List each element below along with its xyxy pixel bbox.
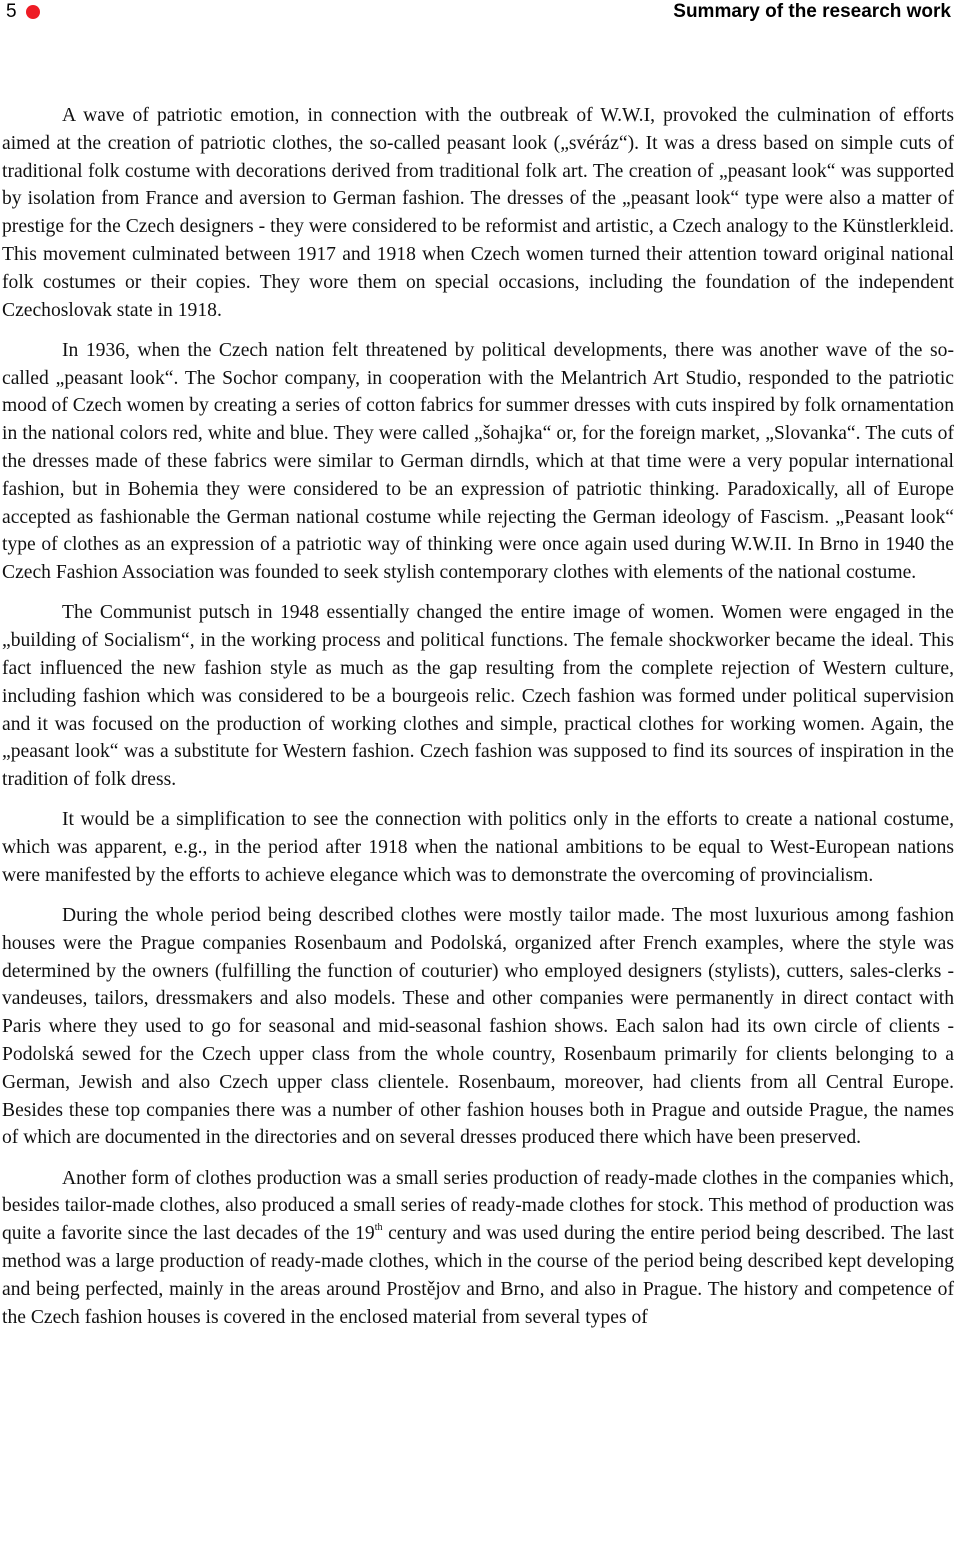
page-header bbox=[0, 0, 960, 26]
paragraph-text: century and was used during the entire period being described. The last method was a large production of ready-made clothes, which in the course of the period being described kept developing and being perfected, mainly in the areas around Prostějov and Brno, and also in Prague. The history and competence of the Czech fashion houses is covered in the enclosed material from several types of bbox=[2, 1223, 954, 1328]
ordinal-superscript: th bbox=[374, 1222, 383, 1234]
paragraph: In 1936, when the Czech nation felt threatened by political developments, there was another wave of the so-called „peasant look“. The Sochor company, in cooperation with the Melantrich Art Studio, responded to the patriotic mood of Czech women by creating a series of cotton fabrics for summer dresses with cuts inspired by folk ornamentation in the national colors red, white and blue. They were called „šohajka“ or, for the foreign market, „Slovanka“. The cuts of the dresses made of these fabrics were similar to German dirndls, which at that time were a very popular international fashion, but in Bohemia they were considered to be an expression of patriotic thinking. Paradoxically, all of Europe accepted as fashionable the German national costume while rejecting the German ideology of Fascism. „Peasant look“ type of clothes as an expression of a patriotic way of thinking were once again used during W.W.II. In Brno in 1940 the Czech Fashion Association was founded to seek stylish contemporary clothes with elements of the national costume. bbox=[2, 339, 954, 584]
paragraph: It would be a simplification to see the connection with politics only in the efforts to create a national costume, which was apparent, e.g., in the period after 1918 when the national ambitions to be equal to West-European nations were manifested by the efforts to achieve elegance which was to demonstrate the overcoming of provincialism. bbox=[2, 809, 954, 886]
page-number: 5 bbox=[6, 1, 17, 22]
paragraph: A wave of patriotic emotion, in connection with the outbreak of W.W.I, provoked the culmination of efforts aimed at the creation of patriotic clothes, the so-called peasant look („svéráz“). It was a dress based on simple cuts of traditional folk costume with decorations derived from traditional folk art. The creation of „peasant look“ was supported by isolation from France and aversion to German fashion. The dresses of the „peasant look“ type were also a matter of prestige for the Czech designers - they were considered to be reformist and artistic, a Czech analogy to the Künstlerkleid. This movement culminated between 1917 and 1918 when Czech women turned their attention toward original national folk costumes or their copies. They wore them on special occasions, including the foundation of the independent Czechoslovak state in 1918. bbox=[2, 105, 954, 321]
document-body bbox=[2, 102, 954, 1331]
red-dot-icon bbox=[26, 5, 40, 19]
running-title: Summary of the research work bbox=[673, 1, 951, 22]
paragraph bbox=[2, 1165, 954, 1332]
paragraph: The Communist putsch in 1948 essentially changed the entire image of women. Women were engaged in the „building of Socialism“, in the working process and political functions. The female shockworker became the ideal. This fact influenced the new fashion style as much as the gap resulting from the complete rejection of Western culture, including fashion which was considered to be a bourgeois relic. Czech fashion was formed under political supervision and it was focused on the production of working clothes and simple, practical clothes for working women. Again, the „peasant look“ was a substitute for Western fashion. Czech fashion was supposed to find its sources of inspiration in the tradition of folk dress. bbox=[2, 602, 954, 791]
paragraph-text: Another form of clothes production was a small series production of ready-made clothes in the companies which, besides tailor-made clothes, also produced a small series of ready-made clothes for stock. This method of production was quite a favorite since the last decades of the 19 bbox=[2, 1167, 954, 1245]
paragraph: During the whole period being described clothes were mostly tailor made. The most luxurious among fashion houses were the Prague companies Rosenbaum and Podolská, organized after French examples, where the style was determined by the owners (fulfilling the function of couturier) who employed designers (stylists), cutters, sales-clerks - vandeuses, tailors, dressmakers and also models. These and other companies were permanently in direct contact with Paris where they used to go for seasonal and mid-seasonal fashion shows. Each salon had its own circle of clients - Podolská sewed for the Czech upper class from the whole country, Rosenbaum primarily for clients belonging to a German, Jewish and also Czech upper class clientele. Rosenbaum, moreover, had clients from all Central Europe. Besides these top companies there was a number of other fashion houses both in Prague and outside Prague, the names of which are documented in the directories and on several dresses produced there which have been preserved. bbox=[2, 905, 954, 1149]
